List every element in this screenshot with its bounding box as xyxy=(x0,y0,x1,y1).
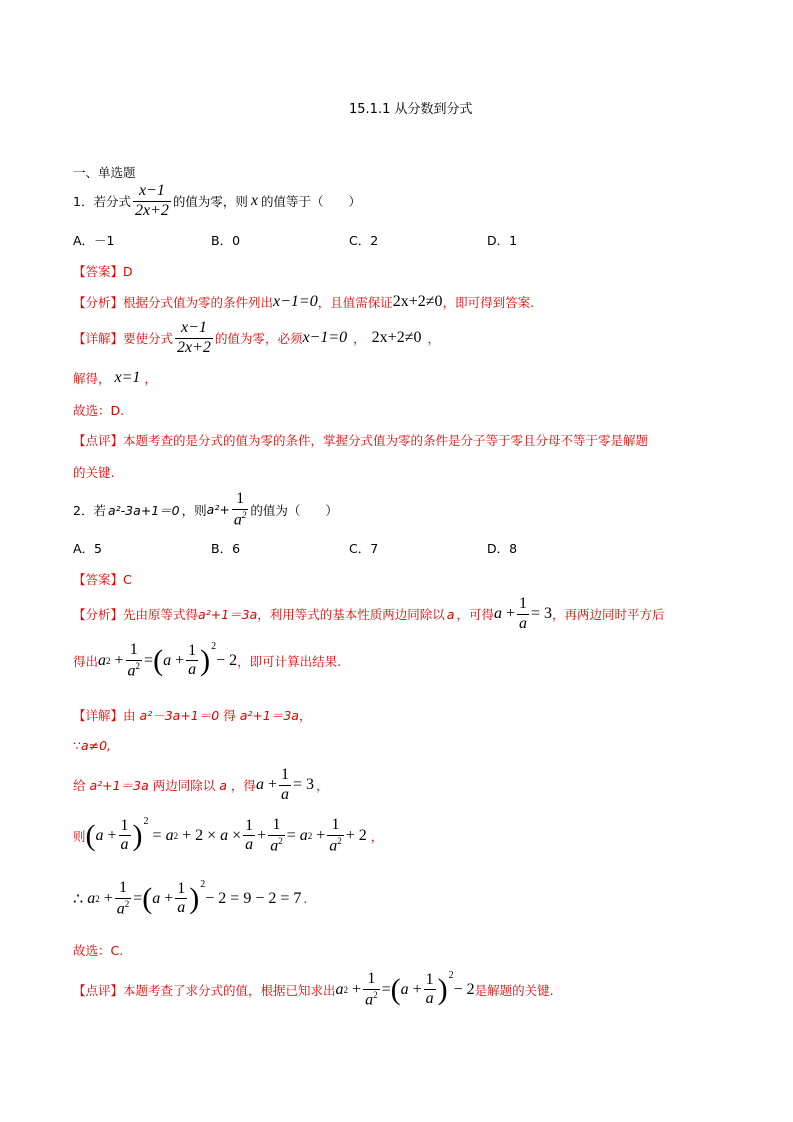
q2-analysis-b: ，利用等式的基本性质两边同除以 xyxy=(257,607,445,623)
q1-var: x xyxy=(250,192,258,210)
q2-comment-tag: 【点评】 xyxy=(73,982,124,998)
q2-analysis-d: ，再两边同时平方后 xyxy=(552,607,665,623)
q2-detail-eq2: a²+1＝3a xyxy=(239,708,299,723)
q2-therefore-expr: ∴ a 2 + $\frac{1}{a^2}$ = ( a + $\frac{1}{a}$ ) 2 − 2 = 9 − 2 = 7 xyxy=(73,879,302,918)
q2-give-result: a + $\frac{1}{a}$ = 3 xyxy=(255,766,314,803)
q1-detail-a: 要使分式 xyxy=(123,331,174,347)
q2-give-c: ，得 xyxy=(230,778,256,794)
q1-comment-a: 本题考查的是分式的值为零的条件，掌握分式值为零的条件是分子等于零且分母不等于零是解题 xyxy=(123,433,649,448)
q2-detail xyxy=(73,706,311,724)
q2-mid: ，则 xyxy=(181,502,207,518)
q2-then-label: 则 xyxy=(73,828,86,844)
q1-solve-a: 解得， xyxy=(73,371,111,386)
q2-detail-b: 得 xyxy=(223,708,236,723)
q2-comment xyxy=(73,971,554,1009)
section-heading: 一、单选题 xyxy=(73,165,136,180)
q1-detail-d: ， xyxy=(427,331,440,347)
q2-give-var: a xyxy=(219,777,227,793)
q1-comment-tag: 【点评】 xyxy=(73,433,124,448)
q1-detail-b: 的值为零，必须 xyxy=(214,331,303,347)
q2-then: 则 ( a + $\frac{1}{a}$ ) 2 = a 2 + 2 × a × $\frac{1}{a}$ + $\frac{1}{a^2}$ = a 2 + $\frac{1}{a^2}$ + 2 ， xyxy=(73,816,384,855)
q2-prefix: 2．若 xyxy=(73,502,106,518)
q1-option-b: B．0 xyxy=(211,233,241,248)
q2-therefore: ∴ a 2 + $\frac{1}{a^2}$ = ( a + $\frac{1}{a}$ ) 2 − 2 = 9 − 2 = 7 . xyxy=(73,879,308,918)
q2-cond: a²-3a+1＝0 xyxy=(107,502,180,518)
q2-frac-num: 1 xyxy=(236,490,245,507)
q1-detail-c: ， xyxy=(353,331,366,347)
q1-analysis-tag: 【分析】 xyxy=(73,295,124,310)
q1-analysis-b: ，且值需保证 xyxy=(317,295,393,310)
q2-detail-eq1: a²－3a+1＝0 xyxy=(139,708,220,723)
q2-detail-c: ， xyxy=(298,708,312,723)
q2-analysis-var: a xyxy=(446,606,455,622)
page-title: 15.1.1 从分数到分式 xyxy=(349,102,473,117)
q1-prefix: 1．若分式 xyxy=(73,194,131,210)
q1-analysis xyxy=(73,293,534,311)
q2-then-expansion: ( a + $\frac{1}{a}$ ) 2 = a 2 + 2 × a × $\frac{1}{a}$ + $\frac{1}{a^2}$ = a 2 + $\frac{1}{a^2}$ + 2 xyxy=(85,816,367,855)
q2-analysis-e: 得出 xyxy=(73,653,99,669)
q2-analysis-tag: 【分析】 xyxy=(73,607,124,623)
q2-give-b: 两边同除以 xyxy=(152,778,216,794)
q2-since: ∵a≠0, xyxy=(73,738,112,753)
q2-option-d: D．8 xyxy=(487,541,518,556)
q2-analysis-identity: a 2 + $\frac{1}{a^2}$ = ( a + $\frac{1}{a}$ ) 2 − 2 xyxy=(98,641,238,680)
q1-detail-fraction xyxy=(175,320,213,357)
q1-solve-b: ， xyxy=(144,371,157,386)
q1-comment-line2: 的关键. xyxy=(73,465,115,480)
q1-detail-tag: 【详解】 xyxy=(73,331,124,347)
q1-analysis-a: 根据分式值为零的条件列出 xyxy=(123,295,274,310)
q2-analysis-line1 xyxy=(73,596,665,633)
q1-analysis-c: ，即可得到答案. xyxy=(442,295,535,310)
q1-comment-line1 xyxy=(73,431,648,449)
q1-detail-frac-num: x−1 xyxy=(181,319,207,336)
q1-option-a: A．－1 xyxy=(73,233,115,248)
q2-analysis-f: ，即可计算出结果. xyxy=(237,653,342,669)
q1-detail-eq1: x−1=0 xyxy=(302,329,348,347)
q1-option-c: C．2 xyxy=(349,233,379,248)
q1-analysis-eq1: x−1=0 xyxy=(273,293,318,310)
q2-answer: 【答案】C xyxy=(73,572,132,587)
q2-frac-den: $a^2$ xyxy=(233,509,247,529)
q2-detail-tag: 【详解】 xyxy=(73,708,124,723)
q2-option-c: C．7 xyxy=(349,541,379,556)
q2-detail-a: 由 xyxy=(123,708,136,723)
q2-give-a: 给 xyxy=(73,778,86,794)
q1-solve xyxy=(73,369,157,387)
q2-expr-a: a²+ xyxy=(206,502,230,518)
q2-analysis-a: 先由原等式得 xyxy=(123,607,199,623)
q2-give-eq: a²+1＝3a xyxy=(89,778,149,794)
q1-frac-num: x−1 xyxy=(138,182,165,199)
q1-fraction xyxy=(133,183,171,220)
q1-detail xyxy=(73,320,440,357)
q1-mid: 的值为零，则 xyxy=(172,194,248,210)
q2-comment-a: 本题考查了求分式的值，根据已知求出 xyxy=(123,982,336,998)
q2-give: 给 a²+1＝3a 两边同除以 a ，得 a + $\frac{1}{a}$ = 3 ， xyxy=(73,766,329,803)
q2-comment-identity: a 2 + $\frac{1}{a^2}$ = ( a + $\frac{1}{a}$ ) 2 − 2 xyxy=(335,970,475,1009)
q1-detail-frac-den: 2x+2 xyxy=(177,338,211,356)
q2-analysis-eq-a: a + $\frac{1}{a}$ = 3 xyxy=(493,595,553,632)
q1-suffix: 的值等于（ ） xyxy=(260,194,361,210)
q2-option-b: B．6 xyxy=(211,541,241,556)
q1-option-d: D．1 xyxy=(487,233,518,248)
q2-choose: 故选：C. xyxy=(73,943,124,958)
q2-analysis-eq0: a²+1＝3a xyxy=(198,607,258,623)
q2-comment-b: 是解题的关键. xyxy=(474,982,554,998)
q1-frac-den: 2x+2 xyxy=(134,201,169,219)
q1-answer: 【答案】D xyxy=(73,264,133,279)
q2-suffix: 的值为（ ） xyxy=(250,502,338,518)
q2-analysis-c: ，可得 xyxy=(456,607,494,623)
question-1 xyxy=(73,183,361,220)
q1-solve-eq: x=1 xyxy=(114,369,141,386)
q1-detail-eq2: 2x+2≠0 xyxy=(371,329,422,347)
question-2 xyxy=(73,491,338,529)
q2-fraction xyxy=(232,491,249,529)
q2-analysis-line2 xyxy=(73,642,341,680)
q2-option-a: A．5 xyxy=(73,541,103,556)
q1-analysis-eq2: 2x+2≠0 xyxy=(392,293,443,310)
q1-choose: 故选：D. xyxy=(73,403,125,418)
